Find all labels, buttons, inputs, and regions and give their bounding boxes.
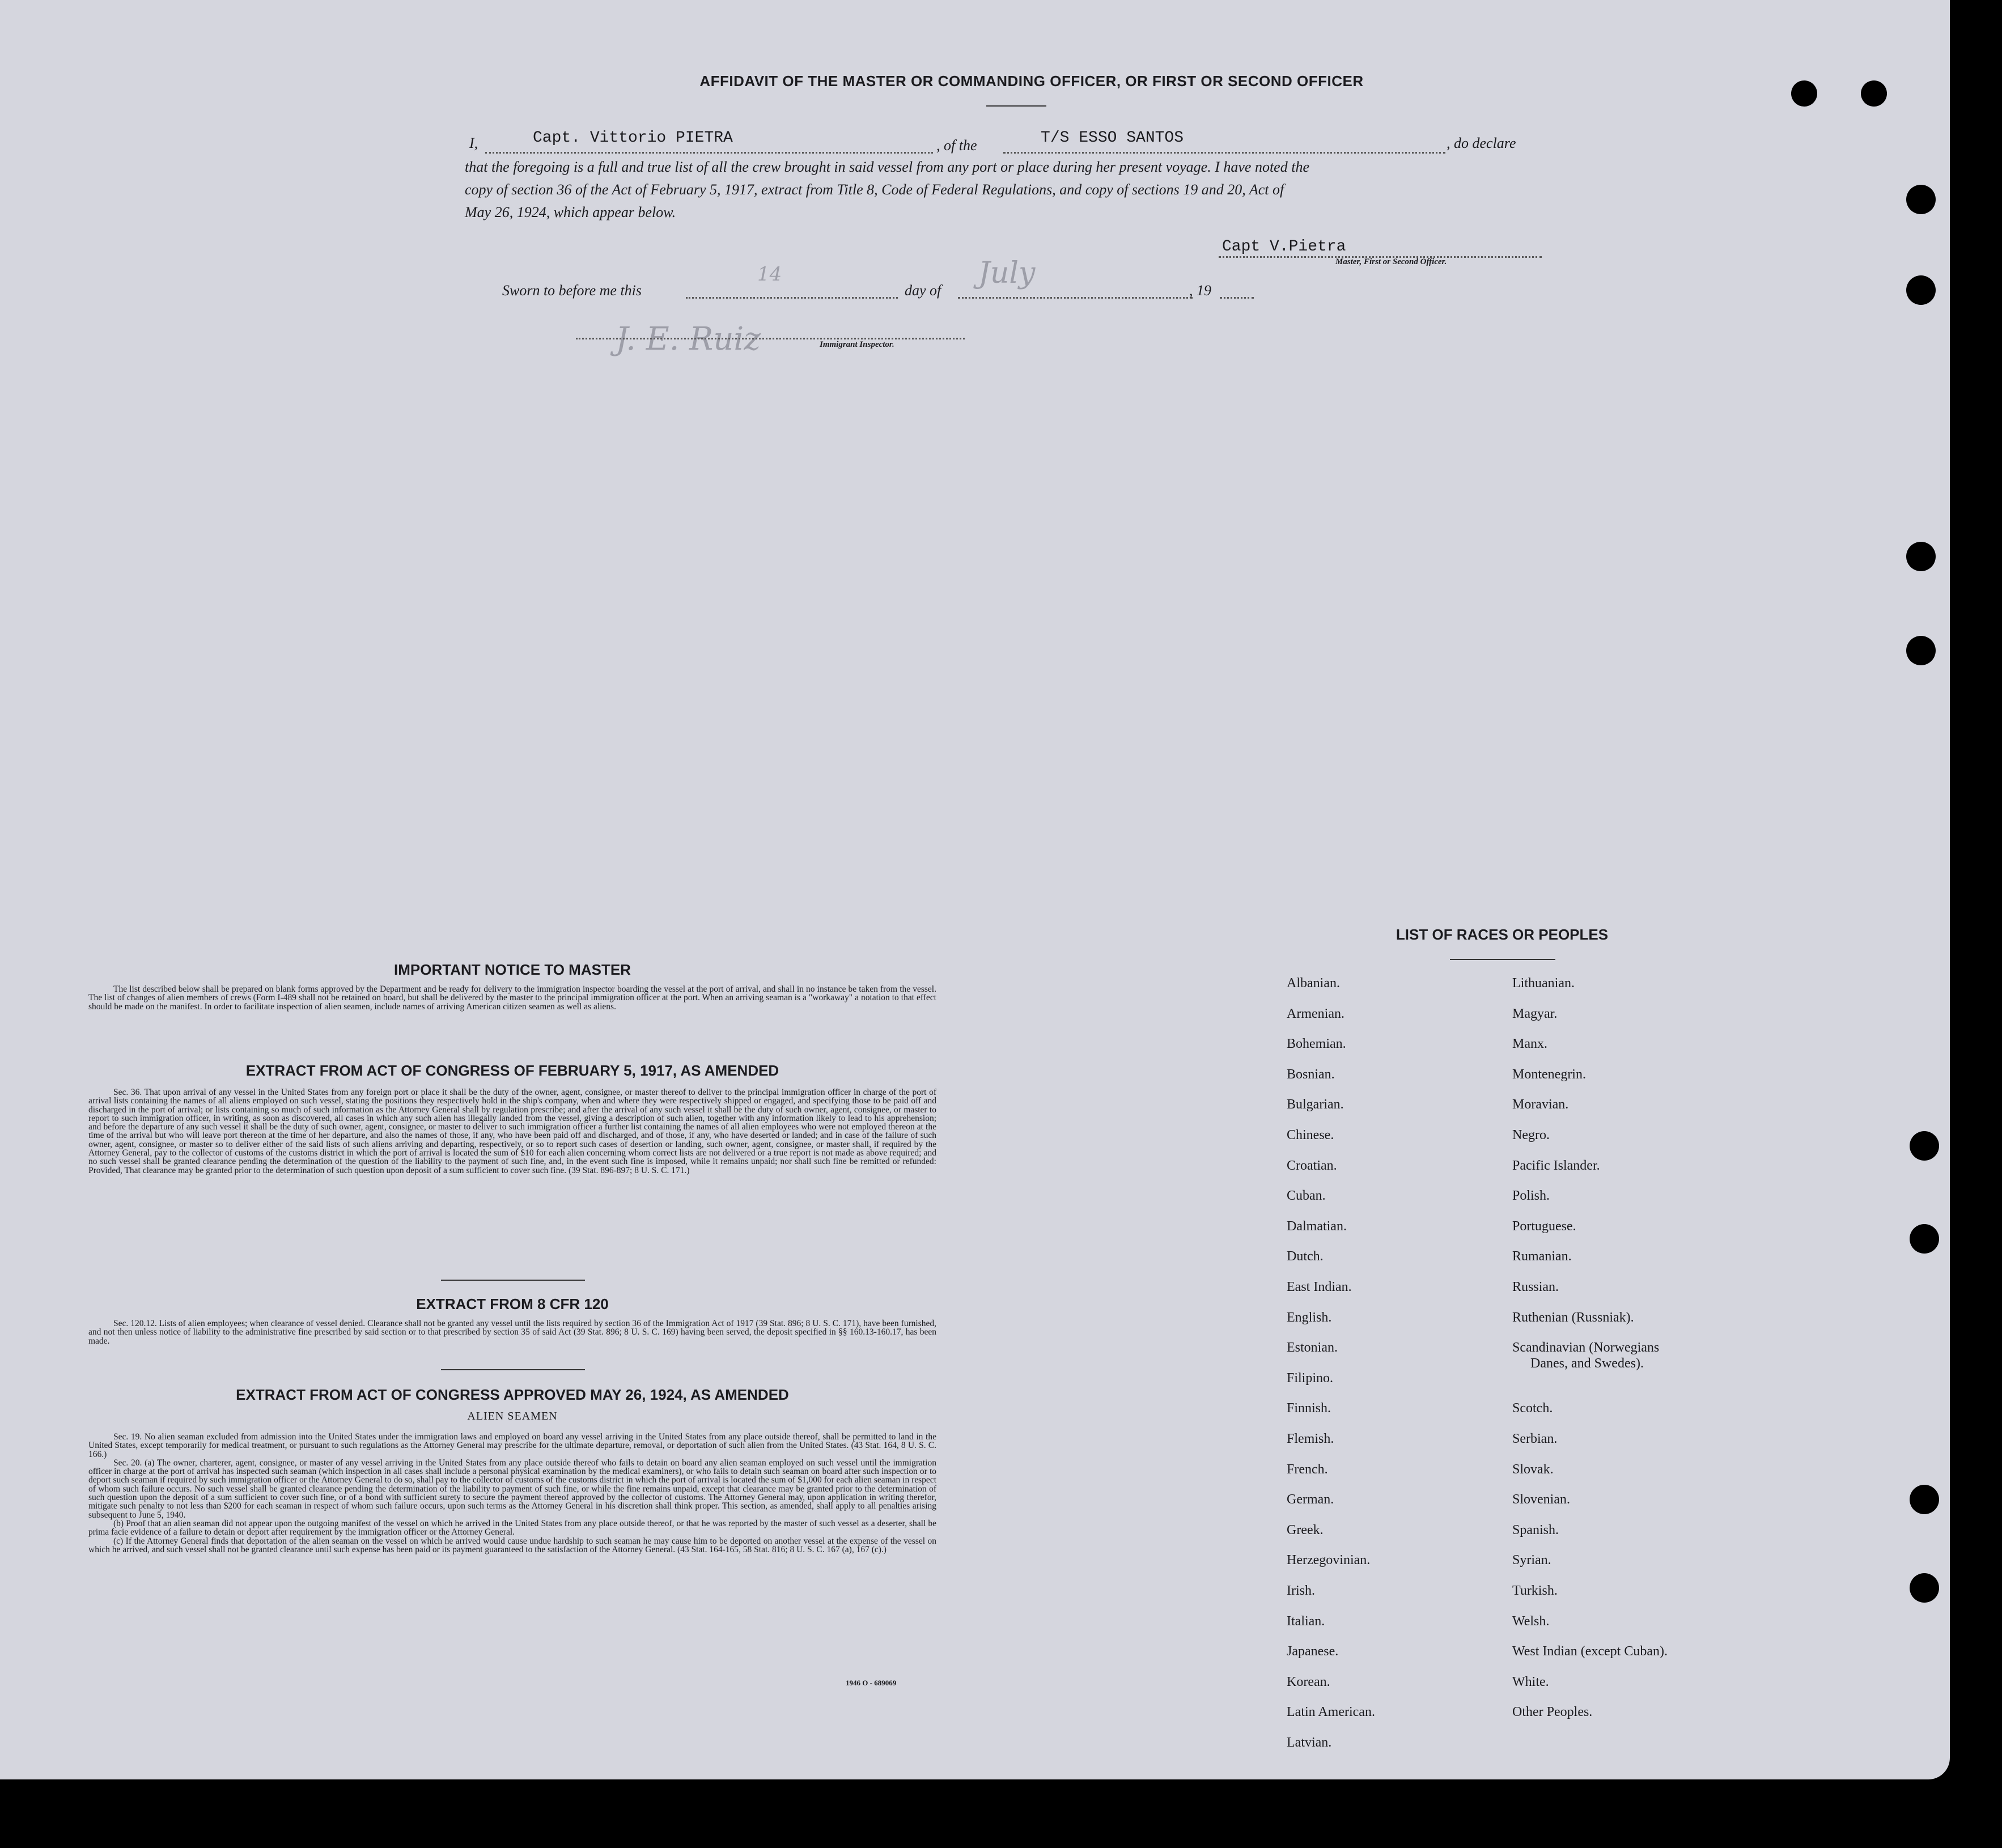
race-item: Russian.: [1512, 1280, 1559, 1294]
race-item: Other Peoples.: [1512, 1705, 1593, 1720]
affidavit-body-line2: copy of section 36 of the Act of February 5, 1917, extract from Title 8, Code of Federal Regulations, and copy of sections 19 and 20, Act of: [465, 181, 1284, 198]
section-20c-paragraph: (c) If the Attorney General finds that deportation of the alien seaman on the vessel on which he arrived would cause undue hardship to such seaman he may cause him to be deported on another vessel at the expense of the vessel on which he arrived, and such vessel shall not be granted clearance until such expense has been paid or its payment guaranteed to the satisfaction of the Attorney General. (43 Stat. 164-165, 58 Stat. 816; 8 U. S. C. 167 (a), 167 (c).): [88, 1536, 936, 1554]
race-item: French.: [1287, 1462, 1328, 1477]
race-item: Flemish.: [1287, 1431, 1334, 1446]
sworn-day-line: [686, 297, 898, 299]
race-item: Bohemian.: [1287, 1036, 1346, 1052]
declarant-prefix: I,: [469, 135, 478, 151]
race-item: Croatian.: [1287, 1158, 1337, 1173]
race-item: Polish.: [1512, 1188, 1550, 1204]
year-line: [1220, 297, 1254, 299]
race-item: Ruthenian (Russniak).: [1512, 1310, 1634, 1325]
race-item: East Indian.: [1287, 1280, 1352, 1294]
race-item: Bosnian.: [1287, 1067, 1335, 1082]
race-item: Latin American.: [1287, 1705, 1375, 1720]
cfr-paragraph: Sec. 120.12. Lists of alien employees; when clearance of vessel denied. Clearance shall not be granted any vessel until the lists required by section 36 of the Immigration Act of 1917 (39 Stat. 896; 8 U. S. C. 171), have been furnished, and not then unless notice of liability to the administrative fine prescribed by said section or to that prescribed by section 35 of said Act (39 Stat. 896; 8 U. S. C. 169) having been served, the deposit specified in §§ 160.13-160.17, has been made.: [88, 1319, 936, 1346]
race-item: German.: [1287, 1492, 1334, 1507]
race-item: Dutch.: [1287, 1249, 1324, 1264]
race-item: Japanese.: [1287, 1644, 1339, 1659]
race-item: Moravian.: [1512, 1097, 1569, 1112]
punch-hole: [1906, 275, 1936, 305]
race-item: Slovak.: [1512, 1462, 1554, 1477]
race-item: Herzegovinian.: [1287, 1553, 1371, 1568]
declarant-name: Capt. Vittorio PIETRA: [533, 129, 733, 147]
race-item: Dalmatian.: [1287, 1218, 1347, 1234]
section-20a-paragraph: Sec. 20. (a) The owner, charterer, agent, consignee, or master of any vessel arriving in the United States from any place outside thereof who fails to detain on board any alien seaman employed on such vessel until the immigration officer in charge at the port of arrival has inspected such seaman (which inspection in all cases shall include a personal physical examination by the medical examiners), or who fails to detain such seaman on board after such inspection or to deport such seaman if required by such immigration officer or the Attorney General to do so, shall pay to the collector of customs of the customs district in which the port of arrival is located the sum of $1,000 for each alien seaman in respect of whom such failure occurs. No such vessel shall be granted clearance pending the determination of the liability to payment of such fine, or while the fine remains unpaid, except that clearance may be granted prior to the determination of such question upon the deposit of a sum sufficient to cover such fine, or of a bond with sufficient surety to secure the payment thereof approved by the collector of customs. The Attorney General may, upon application in writing therefor, mitigate such penalty to not less than $200 for each seaman in respect of whom such failure occurs, upon such terms as the Attorney General in his discretion shall think proper. This section, as amended, shall apply to all penalties arising subsequent to June 5, 1940.: [88, 1458, 936, 1520]
race-item: Greek.: [1287, 1522, 1324, 1537]
race-item: Scandinavian (Norwegians: [1512, 1340, 1660, 1356]
title-divider: [986, 105, 1046, 107]
race-item: Scotch.: [1512, 1401, 1553, 1416]
race-item: Danes, and Swedes).: [1530, 1356, 1644, 1371]
print-code: 1946 O - 689069: [846, 1679, 897, 1687]
race-item: Spanish.: [1512, 1522, 1559, 1537]
name-line: [485, 152, 933, 154]
section-20b-paragraph: (b) Proof that an alien seaman did not appear upon the outgoing manifest of the vessel on which he arrived in the United States from any place outside thereof, or that he was reported by the master of such vessel as a deserter, shall be prima facie evidence of a failure to detain or deport after requirement by the immigration officer or the Attorney General.: [88, 1518, 936, 1537]
race-item: Slovenian.: [1512, 1492, 1570, 1507]
race-item: Magyar.: [1512, 1006, 1558, 1021]
master-signature: Capt V.Pietra: [1222, 238, 1346, 256]
race-item: Armenian.: [1287, 1006, 1344, 1021]
affidavit-title: AFFIDAVIT OF THE MASTER OR COMMANDING OFFICER, OR FIRST OR SECOND OFFICER: [699, 73, 1364, 90]
race-item: Chinese.: [1287, 1128, 1334, 1142]
signature-caption: Master, First or Second Officer.: [1335, 257, 1447, 266]
inspector-line: [576, 338, 965, 339]
extract-1917-paragraph: Sec. 36. That upon arrival of any vessel in the United States from any foreign port or place it shall be the duty of the owner, agent, consignee, or master thereof to deliver to the principal immigration officer in charge of the port of arrival lists containing the names of all aliens employed on such vessel, stating the positions they respectively hold in the ship's company, when and where they were respectively shipped or engaged, and specifying those to be paid off and discharged in the port of arrival; or lists containing so much of such information as the Attorney General shall by regulation prescribe; and after the arrival of any such vessel it shall be the duty of such owner, agent, consignee, or master to report to such immigration officer, in writing, as soon as discovered, all cases in which any such alien has illegally landed from the vessel, giving a description of such alien, together with any information likely to lead to his apprehension; and before the departure of any such vessel it shall be the duty of such owner, agent, consignee, or master to deliver to such immigration officer a further list containing the names of all alien employees who were not employed thereon at the time of the arrival but who will leave port thereon at the time of her departure, and also the names of those, if any, who have been paid off and discharged, and of those, if any, who have deserted or landed; and in case of the failure of such owner, agent, consignee, or master so to deliver either of the said lists of such aliens arriving and departing, respectively, or so to report such cases of desertion or landing, such owner, agent, consignee, or master shall, if required by the Attorney General, pay to the collector of customs of the customs district in which the port of arrival is located the sum of $10 for each alien concerning whom correct lists are not delivered or a true report is not made as above required; and no such vessel shall be granted clearance pending the determination of the question of the liability to the payment of such fine, and, in the event such fine is imposed, while it remains unpaid; nor shall such fine be remitted or refunded: Provided, That clearance may be granted prior to the determination of such question upon deposit of a sum sufficient to cover such fine. (39 Stat. 896-897; 8 U. S. C. 171.): [88, 1087, 936, 1175]
punch-hole: [1906, 185, 1936, 214]
extract-1917-text: [88, 1088, 936, 1175]
sworn-label: Sworn to before me this: [502, 282, 642, 299]
notice-text: [88, 985, 936, 1011]
sworn-day: 14: [757, 263, 782, 286]
cfr-text: [88, 1319, 936, 1345]
race-item: Portuguese.: [1512, 1218, 1576, 1234]
race-item: Serbian.: [1512, 1431, 1558, 1446]
of-the-label: , of the: [936, 137, 977, 154]
cfr-title: EXTRACT FROM 8 CFR 120: [416, 1295, 609, 1312]
race-item: Manx.: [1512, 1036, 1547, 1052]
do-declare-label: , do declare: [1447, 135, 1516, 151]
extract-1924-title: EXTRACT FROM ACT OF CONGRESS APPROVED MAY 26, 1924, AS AMENDED: [236, 1386, 789, 1403]
races-title: LIST OF RACES OR PEOPLES: [1396, 926, 1609, 943]
extract-1924-subtitle: ALIEN SEAMEN: [467, 1410, 558, 1422]
affidavit-body-line3: May 26, 1924, which appear below.: [465, 204, 676, 220]
sworn-month: July: [978, 256, 1036, 290]
race-item: Finnish.: [1287, 1401, 1331, 1416]
race-item: Bulgarian.: [1287, 1097, 1344, 1112]
race-item: Italian.: [1287, 1613, 1325, 1629]
race-item: Turkish.: [1512, 1583, 1558, 1598]
race-item: Syrian.: [1512, 1553, 1551, 1568]
race-item: Irish.: [1287, 1583, 1315, 1598]
year-prefix: , 19: [1189, 282, 1211, 299]
punch-hole: [1861, 80, 1887, 107]
race-item: Negro.: [1512, 1128, 1550, 1142]
race-item: White.: [1512, 1674, 1549, 1689]
notice-paragraph: The list described below shall be prepared on blank forms approved by the Department and be ready for delivery to the immigration inspector boarding the vessel at the port of arrival, and shall in no instance be taken from the vessel. The list of changes of alien members of crews (Form I-489 shall not be retained on board, but shall be delivered by the master to the principal immigration officer at the port. When an arriving seaman is a "workaway" a notation to that effect should be made on the manifest. In order to facilitate inspection of alien seamen, include names of arriving American citizen seamen as well as aliens.: [88, 984, 936, 1012]
race-item: Korean.: [1287, 1674, 1330, 1689]
extract-1924-text: [88, 1433, 936, 1554]
notice-title: IMPORTANT NOTICE TO MASTER: [394, 961, 631, 978]
race-item: Montenegrin.: [1512, 1067, 1586, 1082]
race-item: Lithuanian.: [1512, 976, 1575, 991]
sworn-month-line: [958, 297, 1193, 299]
race-item: Albanian.: [1287, 976, 1340, 991]
extract-1917-title: EXTRACT FROM ACT OF CONGRESS OF FEBRUARY 5, 1917, AS AMENDED: [245, 1062, 779, 1079]
punch-hole: [1910, 1485, 1939, 1514]
race-item: Latvian.: [1287, 1735, 1332, 1750]
race-item: Rumanian.: [1512, 1249, 1572, 1264]
race-item: Filipino.: [1287, 1370, 1334, 1386]
affidavit-body-line1: that the foregoing is a full and true list of all the crew brought in said vessel from any port or place during her present voyage. I have noted the: [465, 159, 1309, 175]
punch-hole: [1910, 1131, 1939, 1161]
race-item: English.: [1287, 1310, 1332, 1325]
race-item: West Indian (except Cuban).: [1512, 1644, 1668, 1659]
race-item: Pacific Islander.: [1512, 1158, 1600, 1173]
punch-hole: [1910, 1224, 1939, 1254]
race-item: Cuban.: [1287, 1188, 1326, 1204]
inspector-signature: J. E. Ruiz: [616, 321, 761, 358]
vessel-line: [1003, 152, 1445, 154]
races-divider: [1450, 959, 1555, 960]
vessel-name: T/S ESSO SANTOS: [1041, 129, 1184, 147]
day-of-label: day of: [905, 282, 941, 299]
inspector-caption: Immigrant Inspector.: [820, 340, 894, 349]
punch-hole: [1910, 1573, 1939, 1603]
punch-hole: [1906, 542, 1936, 571]
section-19-paragraph: Sec. 19. No alien seaman excluded from admission into the United States under the immigration laws and employed on board any vessel arriving in the United States from any place outside thereof, shall be permitted to land in the United States, except temporarily for medical treatment, or pursuant to such regulations as the Attorney General may prescribe for the ultimate departure, removal, or deportation of such alien from the United States. (43 Stat. 164, 8 U. S. C. 166.): [88, 1432, 936, 1459]
race-item: Welsh.: [1512, 1613, 1550, 1629]
race-item: Estonian.: [1287, 1340, 1338, 1356]
punch-hole: [1906, 636, 1936, 665]
punch-hole: [1791, 80, 1817, 107]
section-divider: [441, 1369, 585, 1370]
section-divider: [441, 1280, 585, 1281]
